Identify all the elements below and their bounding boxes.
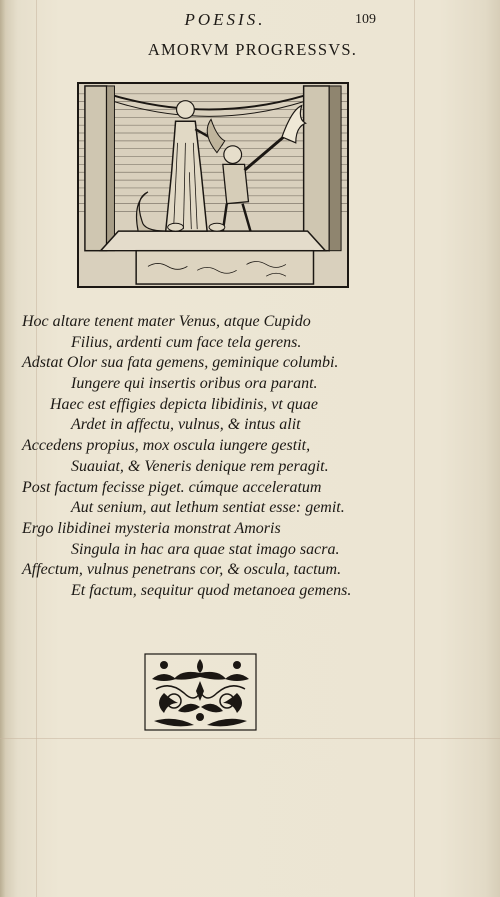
woodcut-image xyxy=(79,84,347,286)
verse-line: Suauiat, & Veneris denique rem peragit. xyxy=(71,457,329,475)
verse-line: Ergo libidinei mysteria monstrat Amoris xyxy=(22,519,281,537)
woodcut-illustration xyxy=(77,82,349,288)
verse-line: Adstat Olor sua fata gemens, geminique columbi. xyxy=(22,354,339,372)
verse-line: Singula in hac ara quae stat imago sacra. xyxy=(71,540,340,558)
verse-line: Affectum, vulnus penetrans cor, & oscula, tactum. xyxy=(22,561,342,579)
fleuron-image xyxy=(144,653,257,731)
verse-line: Haec est effigies depicta libidinis, vt quae xyxy=(50,395,318,413)
emblem-title: AMORVM PROGRESSVS. xyxy=(147,40,358,59)
verse-line: Aut senium, aut lethum sentiat esse: gemit. xyxy=(71,499,345,517)
verse-line: Hoc altare tenent mater Venus, atque Cupido xyxy=(22,313,311,330)
verse-line: Ardet in affectu, vulnus, & intus alit xyxy=(71,416,301,434)
verse-line: Accedens propius, mox oscula iungere gestit, xyxy=(22,437,311,455)
fleuron-ornament-icon xyxy=(144,653,257,731)
ruled-margin-line xyxy=(0,738,500,739)
verse-line: Post factum fecisse piget. cúmque acceleratum xyxy=(22,478,322,496)
verse-line: Filius, ardenti cum face tela gerens. xyxy=(71,333,302,351)
running-head xyxy=(0,10,500,34)
page-gutter-edge xyxy=(0,0,6,897)
emblem-verse xyxy=(22,312,482,602)
verse-line: Iungere qui insertis oribus ora parant. xyxy=(71,375,318,393)
running-head-title: POESIS. xyxy=(184,10,266,29)
verse-line: Et factum, sequitur quod metanoea gemens. xyxy=(71,581,352,599)
page-number: 109 xyxy=(355,12,376,27)
